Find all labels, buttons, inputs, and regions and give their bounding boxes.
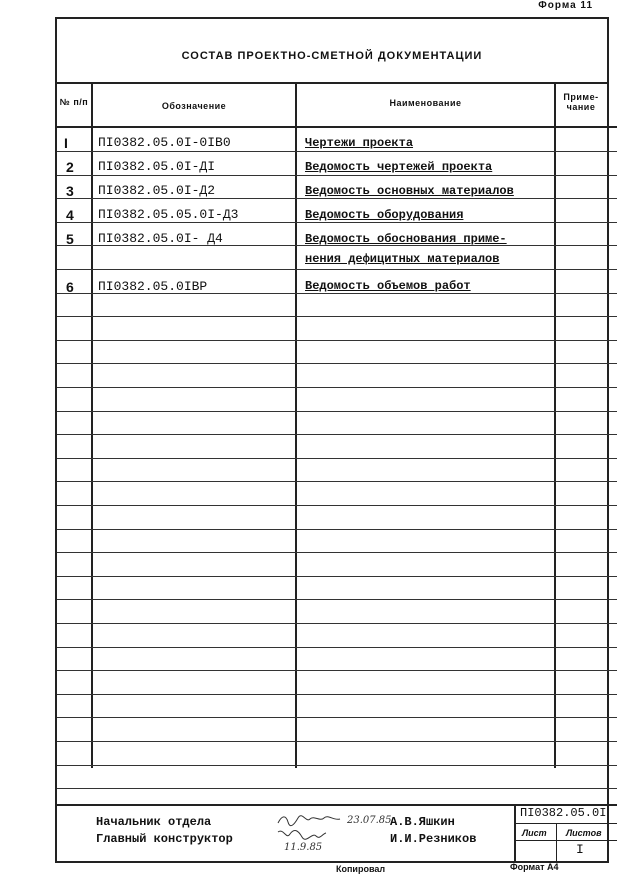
row-5-num: 5 <box>66 231 74 247</box>
form-label: Форма 11 <box>538 0 593 11</box>
table-row-line <box>57 387 617 388</box>
table-row-line <box>57 363 617 364</box>
footer-copied: Копировал <box>336 864 386 874</box>
row-1-name: Чертежи проекта <box>305 136 414 150</box>
col-divider-2 <box>295 82 297 768</box>
header-bottom-border <box>55 126 617 128</box>
table-row-line <box>57 552 617 553</box>
table-row-line <box>57 576 617 577</box>
signature-1-scribble <box>276 813 342 827</box>
row-5-code: ПI0382.05.0I- Д4 <box>98 231 223 246</box>
stamp-sheet-divider <box>556 823 557 862</box>
stamp-sheets-label: Листов <box>566 828 602 838</box>
person-2: И.И.Резников <box>390 832 477 846</box>
stamp-sheets-value: I <box>576 842 584 857</box>
table-row-line <box>57 198 617 199</box>
table-row-line <box>57 316 617 317</box>
table-row-line <box>57 269 617 270</box>
row-2-num: 2 <box>66 159 74 175</box>
table-row-line <box>57 505 617 506</box>
header-num: № п/п <box>59 97 89 107</box>
role-chief-designer: Главный конструктор <box>96 832 233 846</box>
table-row-line <box>57 623 617 624</box>
row-6-name: Ведомость объемов работ <box>305 279 471 293</box>
row-3-code: ПI0382.05.0I-Д2 <box>98 183 216 198</box>
table-row-line <box>57 717 617 718</box>
col-divider-3 <box>554 82 556 768</box>
table-row-line <box>57 411 617 412</box>
row-4-code: ПI0382.05.05.0I-Д3 <box>98 207 239 222</box>
table-row-line <box>57 458 617 459</box>
signature-2-date: 11.9.85 <box>284 842 323 853</box>
row-6-code: ПI0382.05.0IBP <box>98 279 208 294</box>
person-1: А.В.Яшкин <box>390 815 455 829</box>
stamp-code-line <box>514 823 617 824</box>
row-3-num: 3 <box>66 183 74 199</box>
table-row-line <box>57 788 617 789</box>
row-1-code: ПI0382.05.0I-0IB0 <box>98 135 231 150</box>
header-code: Обозначение <box>161 101 227 111</box>
table-row-line <box>57 670 617 671</box>
row-4-name: Ведомость оборудования <box>305 208 464 222</box>
table-row-line <box>57 151 617 152</box>
table-row-line <box>57 741 617 742</box>
signature-2-scribble <box>276 828 328 842</box>
table-row-line <box>57 434 617 435</box>
stamp-divider <box>514 804 516 862</box>
row-2-name: Ведомость чертежей проекта <box>305 160 493 174</box>
row-4-num: 4 <box>66 207 74 223</box>
footer-format: Формат А4 <box>510 862 559 872</box>
signature-1-date: 23.07.85 <box>347 815 392 826</box>
table-row-line <box>57 340 617 341</box>
stamp-sheet-label: Лист <box>522 828 547 838</box>
header-name: Наименование <box>389 98 462 108</box>
stamp-doc-code: ПI0382.05.0I <box>520 806 607 820</box>
row-6-num: 6 <box>66 279 74 295</box>
row-1-num: I <box>64 135 68 151</box>
role-head-of-department: Начальник отдела <box>96 815 212 829</box>
row-5-name-cont: нения дефицитных материалов <box>305 252 500 266</box>
col-divider-1 <box>91 82 93 768</box>
table-row-line <box>57 599 617 600</box>
table-row-line <box>57 765 617 766</box>
table-row-line <box>57 529 617 530</box>
table-top-border <box>55 82 609 84</box>
table-row-line <box>57 481 617 482</box>
header-note: Приме- чание <box>563 92 599 112</box>
document-title: СОСТАВ ПРОЕКТНО-СМЕТНОЙ ДОКУМЕНТАЦИИ <box>181 50 483 62</box>
table-row-line <box>57 175 617 176</box>
table-row-line <box>57 694 617 695</box>
row-5-name: Ведомость обоснования приме- <box>305 232 507 246</box>
row-3-name: Ведомость основных материалов <box>305 184 514 198</box>
row-2-code: ПI0382.05.0I-ДI <box>98 159 216 174</box>
table-row-line <box>57 647 617 648</box>
stamp-sheet-line <box>514 840 617 841</box>
